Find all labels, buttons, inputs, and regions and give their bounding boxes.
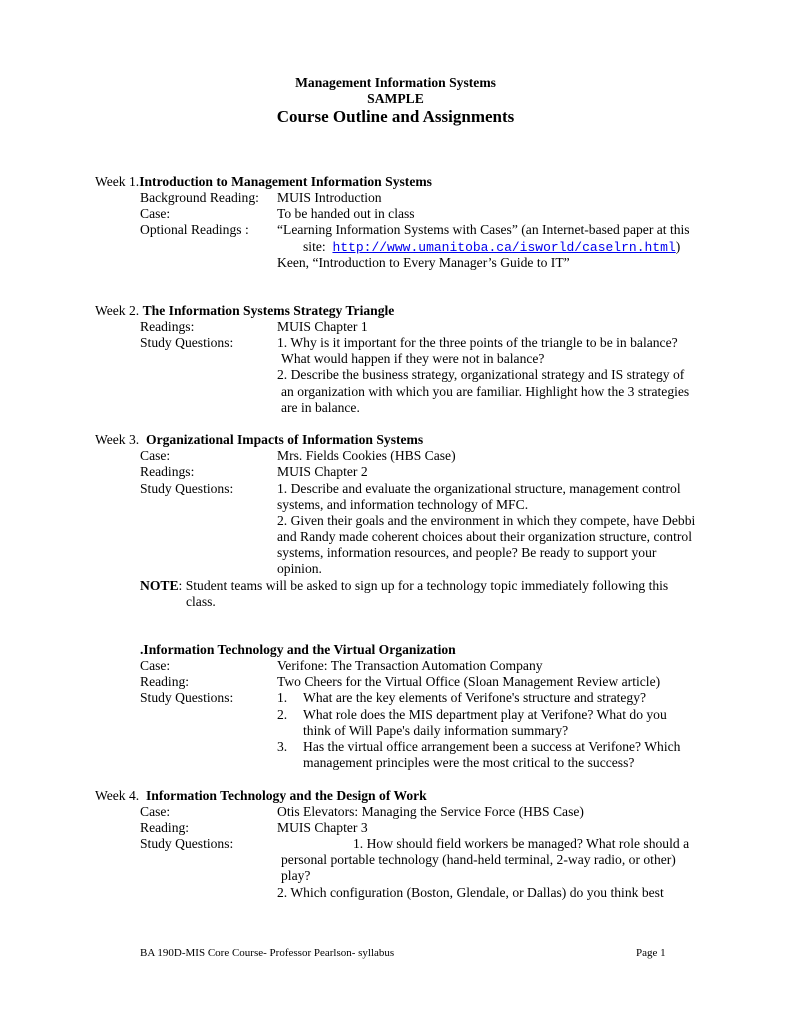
page-number: Page 1 [636,947,666,959]
value: To be handed out in class [277,206,415,221]
week2-heading [95,303,394,319]
week-number: Week 4. [95,788,140,803]
question: 1. Describe and evaluate the organizational structure, management control [277,481,681,496]
label: Study Questions: [140,335,234,350]
page-title: Course Outline and Assignments [276,107,515,126]
label: Case: [140,206,171,221]
value: Keen, “Introduction to Every Manager’s Guide to IT” [277,255,570,270]
list-number: 3. [277,739,288,754]
list-number: 1. [277,690,288,705]
question: 2. Describe the business strategy, organizational strategy and IS strategy of [277,367,685,382]
label: Reading: [140,820,190,835]
question: opinion. [277,561,322,576]
question: play? [281,868,311,883]
week-number: Week 3. [95,432,140,447]
question: personal portable technology (hand-held terminal, 2-way radio, or other) [281,852,676,867]
question: Has the virtual office arrangement been a success at Verifone? Which [303,739,681,754]
course-name: Management Information Systems [295,75,496,90]
value: MUIS Introduction [277,190,382,205]
site-label: site: [303,239,326,254]
question: 2. Which configuration (Boston, Glendale, or Dallas) do you think best [277,885,664,900]
week-title: Information Technology and the Design of Work [146,788,427,803]
label: Readings: [140,319,195,334]
label: Readings: [140,464,195,479]
question: systems, and information technology of MFC. [277,497,529,512]
value: Two Cheers for the Virtual Office (Sloan Management Review article) [277,674,661,689]
label: Case: [140,448,171,463]
week-title: The Information Systems Strategy Triangle [142,303,395,318]
question: and Randy made coherent choices about their organization structure, control [277,529,692,544]
note [140,578,668,594]
week-title: Introduction to Management Information Systems [139,174,432,189]
value: Otis Elevators: Managing the Service Force (HBS Case) [277,804,584,819]
question: are in balance. [281,400,360,415]
question: What would happen if they were not in balance? [281,351,545,366]
label: Background Reading: [140,190,259,205]
week1-heading [95,174,432,190]
value: “Learning Information Systems with Cases” (an Internet-based paper at this [277,222,690,237]
week-number: Week 1. [95,174,140,189]
question: What are the key elements of Verifone's structure and strategy? [303,690,647,705]
value: Verifone: The Transaction Automation Company [277,658,543,673]
question: management principles were the most critical to the success? [303,755,635,770]
question: think of Will Pape's daily information summary? [303,723,569,738]
value: Mrs. Fields Cookies (HBS Case) [277,448,456,463]
week-title: Organizational Impacts of Information Systems [146,432,424,447]
footer-left: BA 190D-MIS Core Course- Professor Pearlson- syllabus [140,947,395,959]
question: 1. How should field workers be managed? What role should a [353,836,690,851]
value: MUIS Chapter 3 [277,820,368,835]
week3-heading [95,432,423,448]
question: 2. Given their goals and the environment in which they compete, have Debbi [277,513,696,528]
value: MUIS Chapter 2 [277,464,368,479]
site-line [303,239,680,256]
week4-heading [95,788,427,804]
label: Reading: [140,674,190,689]
label: Optional Readings : [140,222,249,237]
note-label: NOTE [140,578,179,593]
caselrn-link[interactable]: http://www.umanitoba.ca/isworld/caselrn.html [332,240,676,255]
label: Study Questions: [140,836,234,851]
question: What role does the MIS department play at Verifone? What do you [303,707,667,722]
label: Case: [140,658,171,673]
question: 1. Why is it important for the three points of the triangle to be in balance? [277,335,678,350]
week-number: Week 2. [95,303,140,318]
list-number: 2. [277,707,288,722]
value: MUIS Chapter 1 [277,319,368,334]
note-text: class. [186,594,216,609]
sample-label: SAMPLE [367,91,424,106]
paren: ) [675,239,681,254]
label: Study Questions: [140,690,234,705]
virtual-org-heading: .Information Technology and the Virtual Organization [140,642,456,657]
question: an organization with which you are familiar. Highlight how the 3 strategies [281,384,690,399]
label: Study Questions: [140,481,234,496]
note-text: : Student teams will be asked to sign up for a technology topic immediately following this [178,578,669,593]
question: systems, information resources, and people? Be ready to support your [277,545,657,560]
label: Case: [140,804,171,819]
